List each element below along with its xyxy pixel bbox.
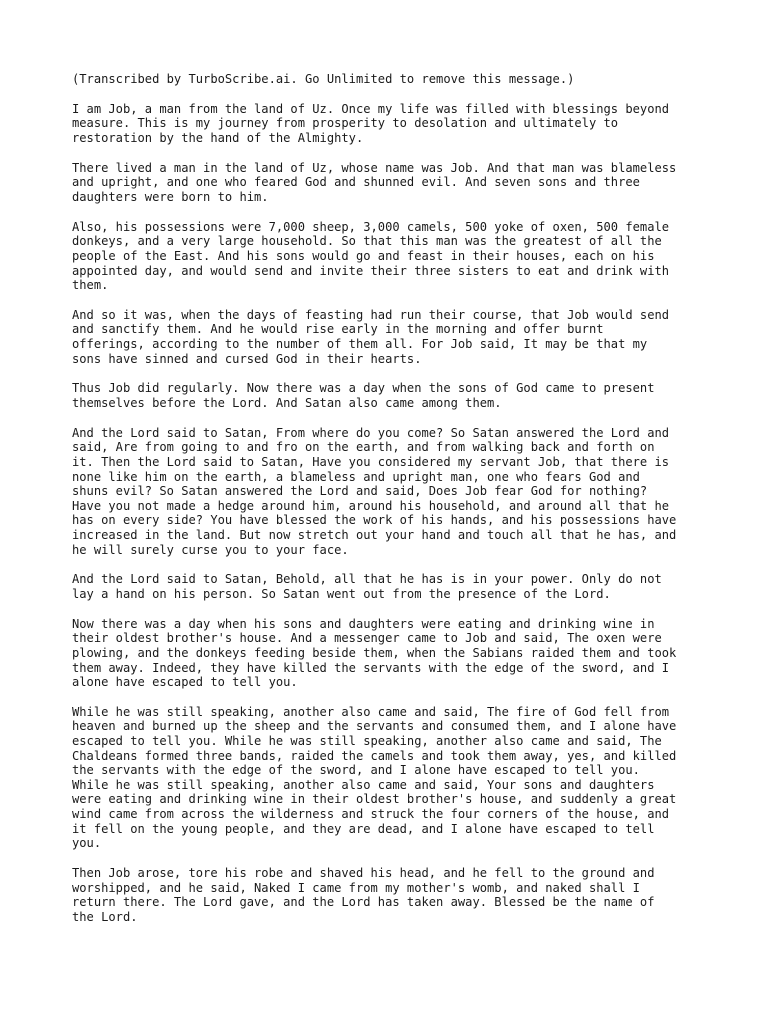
paragraph-first-messenger: Now there was a day when his sons and daughters were eating and drinking wine in their oldest brother's house. And a messenger came to Job and said, The oxen were plowing, and the donkeys feeding beside them, when the Sabians raided them and took them away. Indeed, they have killed the servants with the edge of the sword, and I alone have escaped to tell you. [72,616,677,690]
document-page [72,72,708,940]
paragraph-more-messengers: While he was still speaking, another also came and said, The fire of God fell from heaven and burned up the sheep and the servants and consumed them, and I alone have escaped to tell you. While he was still speaking, another also came and said, The Chaldeans formed three bands, raided the camels and took them away, yes, and killed the servants with the edge of the sword, and I alone have escaped to tell you. While he was still speaking, another also came and said, Your sons and daughters were eating and drinking wine in their oldest brother's house, and suddenly a great wind came from across the wilderness and struck the four corners of the house, and it fell on the young people, and they are dead, and I alone have escaped to tell you. [72,704,677,851]
transcription-notice: (Transcribed by TurboScribe.ai. Go Unlimited to remove this message.) [72,72,575,86]
paragraph-intro: I am Job, a man from the land of Uz. Once my life was filled with blessings beyond measure. This is my journey from prosperity to desolation and ultimately to restoration by the hand of the Almighty. [72,101,670,145]
paragraph-job-arose: Then Job arose, tore his robe and shaved his head, and he fell to the ground and worshipped, and he said, Naked I came from my mother's womb, and naked shall I return there. The Lord gave, and the Lord has taken away. Blessed be the name of the Lord. [72,866,655,924]
paragraph-sons-of-god: Thus Job did regularly. Now there was a day when the sons of God came to present themselves before the Lord. And Satan also came among them. [72,381,655,411]
paragraph-land-of-uz: There lived a man in the land of Uz, whose name was Job. And that man was blameless and upright, and one who feared God and shunned evil. And seven sons and three daughters were born to him. [72,160,677,204]
paragraph-possessions: Also, his possessions were 7,000 sheep, 3,000 camels, 500 yoke of oxen, 500 female donkeys, and a very large household. So that this man was the greatest of all the people of the East. And his sons would go and feast in their houses, each on his appointed day, and would send and invite their three sisters to eat and drink with them. [72,219,670,293]
paragraph-satan-dialogue: And the Lord said to Satan, From where do you come? So Satan answered the Lord and said, Are from going to and fro on the earth, and from walking back and forth on it. Then the Lord said to Satan, Have you considered my servant Job, that there is none like him on the earth, a blameless and upright man, one who fears God and shuns evil? So Satan answered the Lord and said, Does Job fear God for nothing? Have you not made a hedge around him, around his household, and around all that he has on every side? You have blessed the work of his hands, and his possessions have increased in the land. But now stretch out your hand and touch all that he has, and he will surely curse you to your face. [72,425,677,557]
paragraph-behold-power: And the Lord said to Satan, Behold, all that he has is in your power. Only do not lay a hand on his person. So Satan went out from the presence of the Lord. [72,572,662,601]
paragraph-feasting: And so it was, when the days of feasting had run their course, that Job would send and sanctify them. And he would rise early in the morning and offer burnt offerings, according to the number of them all. For Job said, It may be that my sons have sinned and cursed God in their hearts. [72,307,670,366]
